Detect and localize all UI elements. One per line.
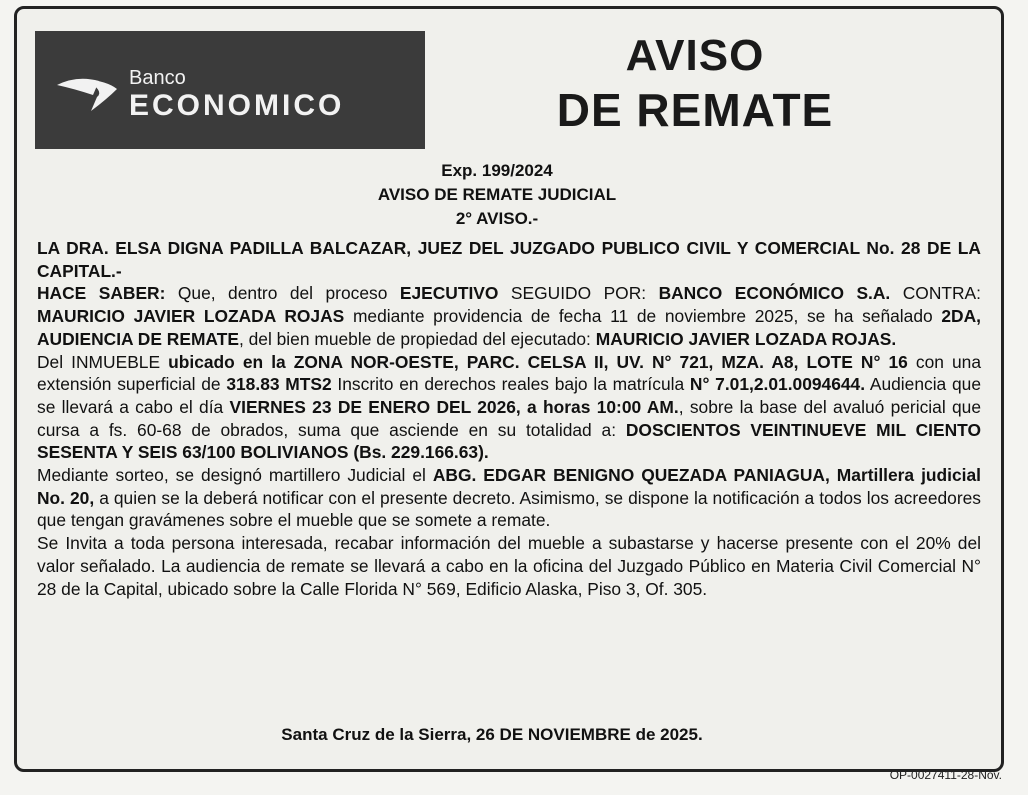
notice-title-line2: DE REMATE bbox=[556, 84, 834, 136]
proceso-tipo: EJECUTIVO bbox=[399, 283, 499, 304]
inmueble-paragraph bbox=[37, 351, 981, 465]
notice-body bbox=[37, 237, 981, 600]
logo-banco-text: Banco bbox=[129, 67, 186, 89]
audiencia-fecha: VIERNES 23 DE ENERO DEL 2026, a horas 10:00 AM. bbox=[229, 396, 679, 417]
p4-text-2: a quien se la deberá notificar con el presente decreto. Asimismo, se dispone la notificación a todos los acreedores que tengan gravámenes sobre el mueble que se somete a remate. bbox=[37, 487, 981, 531]
p2-text-4: mediante providencia de fecha 11 de noviembre 2025, se ha señalado bbox=[344, 306, 942, 327]
monto-base: DOSCIENTOS VEINTINUEVE MIL CIENTO SESENTA Y SEIS 63/100 BOLIVIANOS (Bs. 229.166.63). bbox=[37, 419, 981, 463]
notice-count: 2° AVISO.- bbox=[455, 209, 539, 228]
p3-text-5: , sobre la base del avaluó pericial que cursa a fs. 60-68 de obrados, suma que asciende en su totalidad a: bbox=[37, 396, 982, 440]
martillero-name: ABG. EDGAR BENIGNO QUEZADA PANIAGUA, Martillera judicial No. 20, bbox=[37, 465, 981, 508]
ejecutado-name: MAURICIO JAVIER LOZADA ROJAS. bbox=[595, 328, 897, 349]
judge-paragraph bbox=[37, 237, 981, 282]
bank-logo-mark-icon bbox=[55, 71, 119, 115]
inmueble-superficie: 318.83 MTS2 bbox=[226, 374, 332, 395]
p4-text-1: Mediante sorteo, se designó martillero Judicial el bbox=[37, 465, 433, 486]
invitacion-paragraph: Se Invita a toda persona interesada, recabar información del mueble a subastarse y hacerse presente con el 20% del valor señalado. La audiencia de remate se llevará a cabo en la oficina del Juzgado Público en Materia Civil Comercial N° 28 de la Capital, ubicado sobre la Calle Florida N° 569, Edificio Alaska, Piso 3, Of. 305. bbox=[37, 533, 981, 599]
martillero-paragraph bbox=[37, 464, 981, 532]
notice-frame bbox=[14, 6, 1004, 772]
demandante: BANCO ECONÓMICO S.A. bbox=[658, 283, 891, 304]
judge-name: LA DRA. ELSA DIGNA PADILLA BALCAZAR, JUEZ DEL JUZGADO PUBLICO CIVIL Y COMERCIAL No. 28 DE LA CAPITAL.- bbox=[37, 238, 981, 281]
notice-title-line1: AVISO bbox=[625, 31, 765, 80]
case-subtitle: AVISO DE REMATE JUDICIAL bbox=[377, 185, 617, 204]
audiencia-label: 2DA, AUDIENCIA DE REMATE bbox=[37, 306, 981, 349]
case-number: Exp. 199/2024 bbox=[441, 161, 553, 180]
p3-text-2: con una extensión superficial de bbox=[37, 351, 982, 395]
p3-text-4: Audiencia que se llevará a cabo el día bbox=[37, 374, 981, 417]
p2-text-5: , del bien mueble de propiedad del ejecutado: bbox=[238, 328, 596, 349]
p2-text-3: CONTRA: bbox=[890, 283, 981, 304]
p2-text-2: SEGUIDO POR: bbox=[498, 283, 659, 304]
hace-saber-paragraph bbox=[37, 282, 981, 350]
logo-economico-text: ECONOMICO bbox=[129, 89, 345, 122]
p3-text-1: Del INMUEBLE bbox=[37, 351, 169, 372]
publication-code: OP-0027411-28-Nov. bbox=[889, 768, 1002, 782]
hace-saber-label: HACE SABER: bbox=[37, 283, 166, 304]
case-header bbox=[297, 159, 697, 231]
inmueble-ubicacion: ubicado en la ZONA NOR-OESTE, PARC. CELSA II, UV. N° 721, MZA. A8, LOTE N° 16 bbox=[168, 351, 908, 372]
p2-text-1: Que, dentro del proceso bbox=[165, 283, 400, 304]
demandado: MAURICIO JAVIER LOZADA ROJAS bbox=[37, 306, 345, 327]
p3-text-3: Inscrito en derechos reales bajo la matrícula bbox=[331, 374, 690, 395]
place-date-line: Santa Cruz de la Sierra, 26 DE NOVIEMBRE de 2025. bbox=[281, 725, 703, 744]
inmueble-matricula: N° 7.01,2.01.0094644. bbox=[689, 374, 866, 395]
bank-logo bbox=[35, 31, 425, 149]
